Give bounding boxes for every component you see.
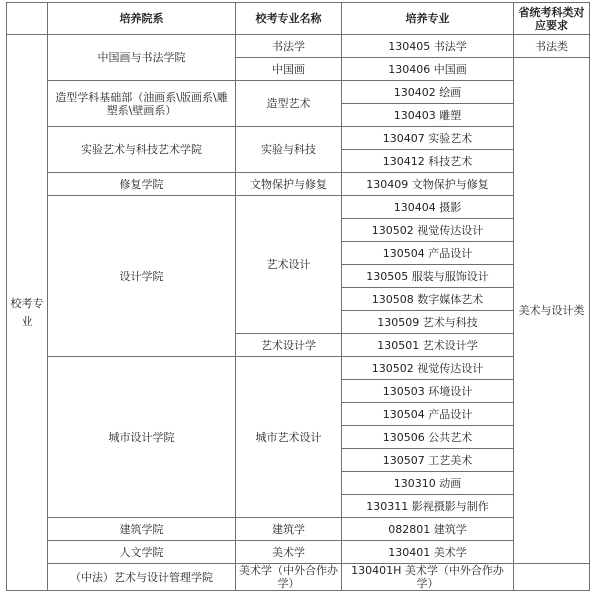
- major-cell: 美术学: [236, 541, 342, 564]
- major-cell: 城市艺术设计: [236, 357, 342, 518]
- table-row: [7, 196, 590, 219]
- program-cell: 130407 实验艺术: [342, 127, 514, 150]
- left-label: 校考专业: [7, 35, 48, 591]
- major-cell: 艺术设计: [236, 196, 342, 334]
- program-cell: 130406 中国画: [342, 58, 514, 81]
- program-cell: 130502 视觉传达设计: [342, 357, 514, 380]
- program-cell: 130506 公共艺术: [342, 426, 514, 449]
- program-cell: 130509 艺术与科技: [342, 311, 514, 334]
- table-row: [7, 81, 590, 104]
- program-cell: 130401 美术学: [342, 541, 514, 564]
- requirement-cell: 书法类: [514, 35, 590, 58]
- major-cell: 建筑学: [236, 518, 342, 541]
- program-cell: 130504 产品设计: [342, 242, 514, 265]
- program-cell: 130505 服装与服饰设计: [342, 265, 514, 288]
- program-cell: 130502 视觉传达设计: [342, 219, 514, 242]
- table-row: [7, 35, 590, 58]
- program-cell: 082801 建筑学: [342, 518, 514, 541]
- program-cell: 130310 动画: [342, 472, 514, 495]
- table-row: [7, 564, 590, 591]
- dept-cell: （中法）艺术与设计管理学院: [48, 564, 236, 591]
- program-cell: 130503 环境设计: [342, 380, 514, 403]
- program-cell: 130403 雕塑: [342, 104, 514, 127]
- header-requirement: 省统考科类对应要求: [514, 3, 590, 35]
- table-row: [7, 541, 590, 564]
- dept-cell: 建筑学院: [48, 518, 236, 541]
- dept-cell: 修复学院: [48, 173, 236, 196]
- program-cell: 130311 影视摄影与制作: [342, 495, 514, 518]
- program-cell: 130508 数字媒体艺术: [342, 288, 514, 311]
- program-cell: 130402 绘画: [342, 81, 514, 104]
- major-cell: 书法学: [236, 35, 342, 58]
- header-dept: 培养院系: [48, 3, 236, 35]
- dept-cell: 中国画与书法学院: [48, 35, 236, 81]
- header-blank: [7, 3, 48, 35]
- header-major-name: 校考专业名称: [236, 3, 342, 35]
- dept-cell: 人文学院: [48, 541, 236, 564]
- program-cell: 130507 工艺美术: [342, 449, 514, 472]
- dept-cell: 实验艺术与科技艺术学院: [48, 127, 236, 173]
- table-row: [7, 357, 590, 380]
- program-cell: 130401H 美术学（中外合作办学）: [342, 564, 514, 591]
- major-cell: 实验与科技: [236, 127, 342, 173]
- major-cell: 美术学（中外合作办学）: [236, 564, 342, 591]
- header-program: 培养专业: [342, 3, 514, 35]
- program-cell: 130504 产品设计: [342, 403, 514, 426]
- dept-cell: 造型学科基础部（油画系\版画系\雕塑系\壁画系）: [48, 81, 236, 127]
- dept-cell: 城市设计学院: [48, 357, 236, 518]
- major-cell: 艺术设计学: [236, 334, 342, 357]
- program-cell: 130409 文物保护与修复: [342, 173, 514, 196]
- table-header-row: [7, 3, 590, 35]
- table-row: [7, 127, 590, 150]
- table-row: [7, 173, 590, 196]
- major-cell: 文物保护与修复: [236, 173, 342, 196]
- program-cell: 130501 艺术设计学: [342, 334, 514, 357]
- program-cell: 130404 摄影: [342, 196, 514, 219]
- requirement-cell: 美术与设计类: [514, 58, 590, 564]
- requirement-cell-empty: [514, 564, 590, 591]
- program-cell: 130405 书法学: [342, 35, 514, 58]
- program-cell: 130412 科技艺术: [342, 150, 514, 173]
- table-row: [7, 518, 590, 541]
- major-cell: 造型艺术: [236, 81, 342, 127]
- major-cell: 中国画: [236, 58, 342, 81]
- dept-cell: 设计学院: [48, 196, 236, 357]
- admission-table: [6, 2, 590, 591]
